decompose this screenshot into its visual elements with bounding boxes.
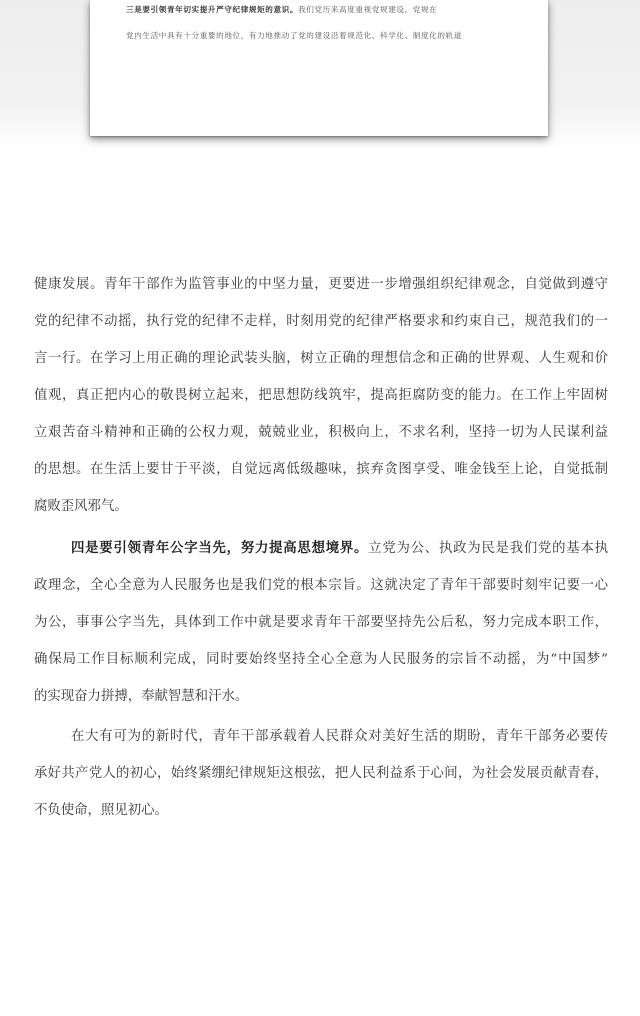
card-text-rest: 我们党历来高度重视党规建设，党规在 xyxy=(298,5,438,14)
paragraph-line: 言一行。在学习上用正确的理论武装头脑，树立正确的理想信念和正确的世界观、人生观和价 xyxy=(34,351,608,366)
paragraph-line: 腐败歪风邪气。 xyxy=(34,499,128,514)
paragraph-3 xyxy=(34,718,608,829)
paragraph-text: 立党为公、执政为民是我们党的基本执 xyxy=(368,541,609,556)
paragraph-line: 确保局工作目标顺利完成，同时要始终坚持全心全意为人民服务的宗旨不动摇，为“中国梦” xyxy=(34,652,608,667)
paragraph-2 xyxy=(34,530,608,715)
paragraph-line: 党的纪律不动摇，执行党的纪律不走样，时刻用党的纪律严格要求和约束自己，规范我们的一 xyxy=(34,314,608,329)
card-text-line-2: 党内生活中具有十分重要的地位，有力地推动了党的建设沿着规范化、科学化、制度化的轨道 xyxy=(126,31,462,40)
paragraph-line: 的实现奋力拼搏，奉献智慧和汗水。 xyxy=(34,689,249,704)
paragraph-first-line xyxy=(34,530,608,567)
paragraph-line: 的思想。在生活上要甘于平淡，自觉远离低级趣味，摈弃贪图享受、唯金钱至上论，自觉抵制 xyxy=(34,462,608,477)
paragraph-line: 立艰苦奋斗精神和正确的公权力观，兢兢业业，积极向上，不求名利，坚持一切为人民谋利益 xyxy=(34,425,608,440)
paragraph-line: 为公，事事公字当先，具体到工作中就是要求青年干部要坚持先公后私，努力完成本职工作， xyxy=(34,615,608,630)
document-page-preview xyxy=(90,0,548,136)
card-text-line-1 xyxy=(126,4,526,15)
paragraph-line: 政理念，全心全意为人民服务也是我们党的根本宗旨。这就决定了青年干部要时刻牢记要一心 xyxy=(34,578,608,593)
paragraph-line: 不负使命，照见初心。 xyxy=(34,803,168,818)
paragraph-line: 健康发展。青年干部作为监管事业的中坚力量，更要进一步增强组织纪律观念，自觉做到遵守 xyxy=(34,277,608,292)
section-heading-4: 四是要引领青年公字当先，努力提高思想境界。 xyxy=(71,540,369,556)
paragraph-line: 值观，真正把内心的敬畏树立起来，把思想防线筑牢，提高拒腐防变的能力。在工作上牢固树 xyxy=(34,388,608,403)
paragraph-line: 承好共产党人的初心，始终紧绷纪律规矩这根弦，把人民利益系于心间，为社会发展贡献青春， xyxy=(34,766,608,781)
card-heading-bold: 三是要引领青年切实提升严守纪律规矩的意识。 xyxy=(126,5,299,14)
paragraph-1 xyxy=(34,266,608,525)
paragraph-first-line: 在大有可为的新时代，青年干部承载着人民群众对美好生活的期盼，青年干部务必要传 xyxy=(71,729,608,744)
